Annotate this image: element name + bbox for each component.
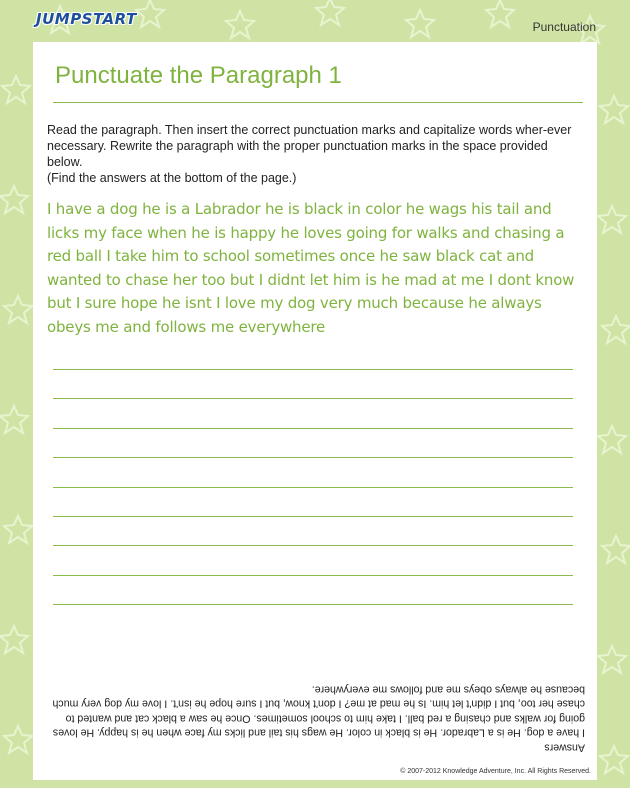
page-title: Punctuate the Paragraph 1 <box>55 62 342 89</box>
instructions <box>47 122 583 186</box>
copyright: © 2007-2012 Knowledge Adventure, Inc. All Rights Reserved. <box>400 768 591 775</box>
writing-line[interactable] <box>53 458 573 487</box>
answers-upside-down <box>45 682 585 755</box>
answer-hint: (Find the answers at the bottom of the page.) <box>47 171 297 185</box>
writing-line[interactable] <box>53 370 573 399</box>
jumpstart-logo: JUMPSTART <box>36 10 137 28</box>
category-label: Punctuation <box>532 20 596 34</box>
answers-heading: Answers <box>544 741 585 754</box>
worksheet-page <box>33 42 597 780</box>
writing-line[interactable] <box>53 517 573 546</box>
writing-line[interactable] <box>53 576 573 605</box>
writing-area[interactable] <box>53 369 573 605</box>
instructions-text: Read the paragraph. Then insert the correct punctuation marks and capitalize words wher-ever necessary. Rewrite the paragraph with the proper punctuation marks in the space provided below. <box>47 123 572 169</box>
writing-line[interactable] <box>53 546 573 575</box>
writing-line[interactable] <box>53 488 573 517</box>
title-divider <box>53 102 583 103</box>
writing-line[interactable] <box>53 429 573 458</box>
answers-text: I have a dog. He is a Labrador. He is black in color. He wags his tail and licks my face when he is happy. He loves going for walks and chasing a red ball. I take him to school sometimes. Once he saw a black cat and wanted to chase her too, but I didn't let him. Is he mad at me? I don't know, but I sure hope he isn't. I love my dog very much because he always obeys me and follows me everywhere. <box>52 683 585 739</box>
writing-line[interactable] <box>53 399 573 428</box>
unpunctuated-paragraph: I have a dog he is a Labrador he is black in color he wags his tail and licks my face when he is happy he loves going for walks and chasing a red ball I take him to school sometimes once he saw black cat and wanted to chase her too but I didnt let him is he mad at me I dont know but I sure hope he isnt I love my dog very much because he always obeys me and follows me everywhere <box>47 200 575 336</box>
